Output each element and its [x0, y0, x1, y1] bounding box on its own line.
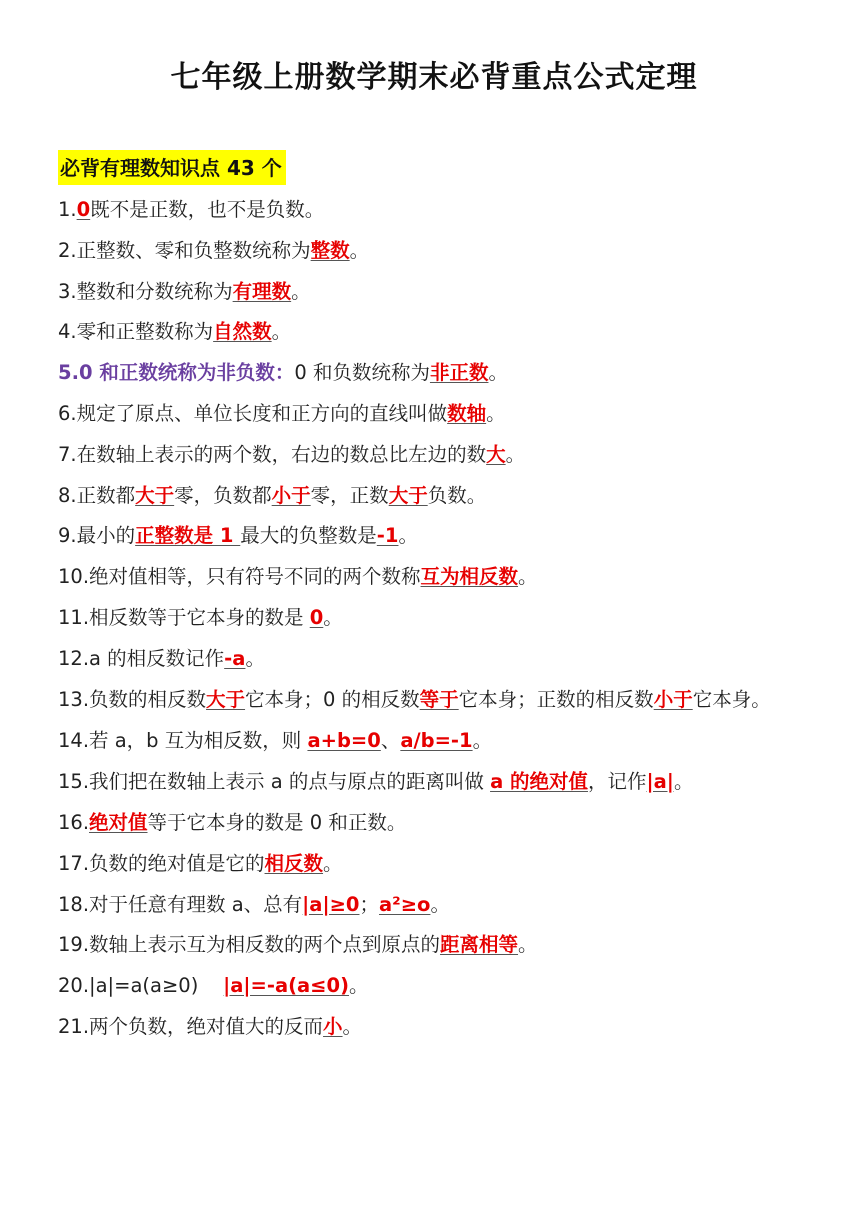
item-number: 4. — [58, 320, 77, 344]
item-text: 。 — [398, 524, 418, 548]
item-text: 。 — [488, 361, 508, 385]
item-key-term: a 的绝对值 — [490, 770, 589, 794]
item-key-term: 自然数 — [213, 320, 272, 344]
item-text: 负数的相反数 — [89, 687, 207, 711]
item-number: 7. — [58, 442, 77, 466]
item-text: 负数的绝对值是它的 — [89, 851, 265, 875]
item-number: 21. — [58, 1014, 90, 1038]
item-text: 它本身；0 的相反数 — [245, 687, 420, 711]
item-key-term: 小于 — [653, 687, 693, 711]
list-item — [58, 400, 828, 428]
item-text: 规定了原点、单位长度和正方向的直线叫做 — [76, 401, 448, 425]
item-text: 它本身；正数的相反数 — [458, 687, 654, 711]
list-item — [58, 1013, 828, 1041]
item-highlight-text: 0 和正数统称为非负数： — [78, 361, 295, 385]
list-item — [58, 196, 828, 224]
item-text: ，记作 — [588, 770, 647, 794]
item-key-term: 小 — [323, 1014, 343, 1038]
item-text: 。 — [518, 565, 538, 589]
list-item — [58, 237, 828, 265]
item-key-term: 大于 — [388, 483, 428, 507]
item-number: 20. — [58, 974, 90, 998]
item-text: 。 — [472, 729, 493, 753]
item-key-term: 绝对值 — [89, 810, 148, 834]
item-text: 。 — [323, 605, 343, 629]
item-key-term: a²≥o — [379, 892, 431, 916]
item-text: 。 — [518, 933, 538, 957]
item-key-term: 大 — [486, 442, 506, 466]
item-key-term: |a|≥0 — [302, 892, 360, 916]
list-item — [58, 850, 828, 878]
item-text: 。 — [673, 770, 694, 794]
item-key-term: 等于 — [419, 687, 459, 711]
item-text: 两个负数，绝对值大的反而 — [89, 1014, 324, 1038]
list-item — [58, 931, 828, 959]
item-number: 1. — [58, 198, 77, 221]
item-number: 9. — [58, 524, 77, 548]
item-text: |a|=a(a≥0) — [89, 974, 224, 998]
item-text: 。 — [349, 238, 370, 262]
item-number: 2. — [58, 238, 77, 262]
item-number: 18. — [58, 892, 90, 916]
list-item — [58, 768, 828, 796]
item-key-term: 正整数是 1 — [135, 524, 241, 548]
item-number: 6. — [58, 401, 77, 425]
item-number: 15. — [58, 770, 90, 794]
item-key-term: 距离相等 — [440, 933, 519, 957]
item-number: 11. — [58, 605, 90, 629]
item-text: 对于任意有理数 a、总有 — [89, 892, 303, 916]
item-text: 数轴上表示互为相反数的两个点到原点的 — [89, 933, 441, 957]
item-key-term: a+b=0 — [307, 729, 381, 753]
item-key-term: 0 — [309, 605, 324, 629]
item-text: 。 — [323, 851, 343, 875]
item-key-term: |a|=-a(a≤0) — [223, 974, 349, 998]
item-number: 5. — [58, 361, 79, 385]
item-key-term: 整数 — [310, 238, 350, 262]
item-number: 13. — [58, 687, 90, 711]
item-text: 零，负数都 — [174, 483, 272, 507]
item-key-term: 互为相反数 — [420, 565, 519, 589]
item-text: 我们把在数轴上表示 a 的点与原点的距离叫做 — [89, 770, 491, 794]
item-key-term: 小于 — [271, 483, 311, 507]
item-text: 。 — [271, 320, 292, 344]
list-item — [58, 891, 828, 919]
item-key-term: 有理数 — [232, 279, 292, 303]
item-key-term: 数轴 — [447, 401, 487, 425]
item-text: 0 和负数统称为 — [294, 361, 430, 385]
list-item — [58, 563, 828, 591]
item-number: 16. — [58, 810, 90, 834]
list-item — [58, 809, 828, 837]
item-text: a 的相反数记作 — [89, 646, 225, 670]
list-item — [58, 604, 828, 632]
item-key-term: -a — [224, 646, 246, 670]
item-text: ； — [359, 892, 379, 916]
list-item — [58, 441, 828, 469]
item-text: 绝对值相等，只有符号不同的两个数称 — [89, 565, 421, 589]
item-number: 12. — [58, 646, 90, 670]
item-key-term: 非正数 — [429, 361, 489, 385]
list-item — [58, 680, 828, 721]
list-item — [58, 972, 828, 1000]
item-text: 。 — [245, 646, 265, 670]
item-text: 正数都 — [76, 483, 136, 507]
item-text: 。 — [430, 892, 450, 916]
item-key-term: |a| — [646, 770, 674, 794]
list-item — [58, 318, 828, 346]
page-title: 七年级上册数学期末必背重点公式定理 — [170, 60, 698, 95]
item-text: 负数。 — [427, 483, 487, 507]
item-number: 17. — [58, 851, 90, 875]
list-item — [58, 482, 828, 510]
list-item — [58, 359, 828, 387]
item-text: 。 — [486, 401, 506, 425]
section-title: 必背有理数知识点 43 个 — [58, 150, 286, 185]
knowledge-list — [58, 196, 828, 1054]
item-text: 。 — [342, 1014, 363, 1038]
list-item — [58, 727, 828, 755]
item-text: 零和正整数称为 — [76, 320, 214, 344]
item-number: 8. — [58, 483, 77, 507]
item-text: 等于它本身的数是 0 和正数。 — [147, 810, 407, 834]
item-number: 14. — [58, 729, 90, 753]
item-text: 。 — [505, 442, 526, 466]
list-item — [58, 522, 828, 550]
list-item — [58, 645, 828, 673]
list-item — [58, 278, 828, 306]
item-text: 在数轴上表示的两个数，右边的数总比左边的数 — [76, 442, 487, 466]
item-number: 3. — [58, 279, 77, 303]
item-text: 零，正数 — [310, 483, 389, 507]
item-text: 最小的 — [76, 524, 136, 548]
item-text: 正整数、零和负整数统称为 — [76, 238, 311, 262]
item-key-term: a/b=-1 — [400, 729, 473, 753]
item-key-term: -1 — [376, 524, 399, 548]
item-text: 相反数等于它本身的数是 — [89, 605, 310, 629]
item-text: 它本身。 — [692, 687, 771, 711]
item-text: 既不是正数，也不是负数。 — [90, 198, 325, 221]
item-text: 最大的负整数是 — [240, 524, 377, 548]
item-text: 。 — [349, 974, 369, 998]
item-text: 。 — [291, 279, 311, 303]
item-key-term: 大于 — [206, 687, 246, 711]
item-key-term: 相反数 — [264, 851, 324, 875]
item-text: 若 a，b 互为相反数，则 — [89, 729, 308, 753]
item-number: 19. — [58, 933, 90, 957]
item-key-term: 0 — [76, 198, 91, 221]
item-text: 整数和分数统称为 — [76, 279, 233, 303]
item-key-term: 大于 — [135, 483, 175, 507]
item-number: 10. — [58, 565, 90, 589]
item-text: 、 — [380, 729, 401, 753]
